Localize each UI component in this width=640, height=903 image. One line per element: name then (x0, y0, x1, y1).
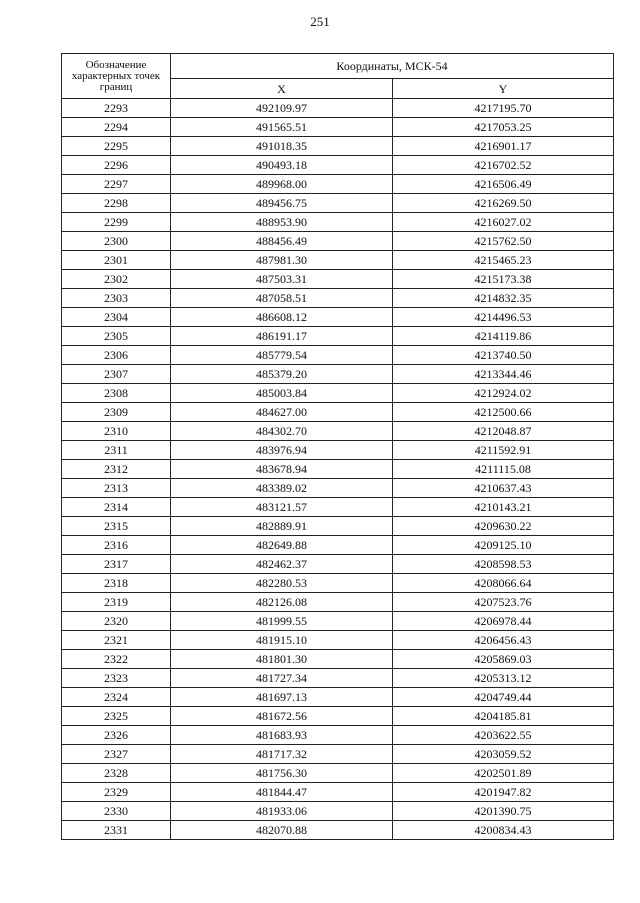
x-cell: 483678.94 (171, 460, 393, 479)
x-cell: 481756.30 (171, 764, 393, 783)
point-cell: 2321 (62, 631, 171, 650)
point-cell: 2324 (62, 688, 171, 707)
point-cell: 2326 (62, 726, 171, 745)
x-cell: 486191.17 (171, 327, 393, 346)
table-row (62, 612, 614, 631)
point-cell: 2308 (62, 384, 171, 403)
x-cell: 484302.70 (171, 422, 393, 441)
y-cell: 4203622.55 (393, 726, 614, 745)
table-row (62, 707, 614, 726)
y-cell: 4216027.02 (393, 213, 614, 232)
y-cell: 4213740.50 (393, 346, 614, 365)
table-row (62, 289, 614, 308)
y-cell: 4205869.03 (393, 650, 614, 669)
point-cell: 2303 (62, 289, 171, 308)
y-cell: 4217053.25 (393, 118, 614, 137)
x-cell: 482280.53 (171, 574, 393, 593)
point-cell: 2298 (62, 194, 171, 213)
point-cell: 2309 (62, 403, 171, 422)
x-cell: 481717.32 (171, 745, 393, 764)
point-cell: 2299 (62, 213, 171, 232)
point-cell: 2297 (62, 175, 171, 194)
y-cell: 4215465.23 (393, 251, 614, 270)
y-cell: 4205313.12 (393, 669, 614, 688)
table-row (62, 175, 614, 194)
point-cell: 2293 (62, 99, 171, 118)
x-cell: 485779.54 (171, 346, 393, 365)
y-cell: 4212048.87 (393, 422, 614, 441)
y-cell: 4214496.53 (393, 308, 614, 327)
y-cell: 4203059.52 (393, 745, 614, 764)
table-row (62, 422, 614, 441)
point-cell: 2305 (62, 327, 171, 346)
y-cell: 4208066.64 (393, 574, 614, 593)
x-cell: 487058.51 (171, 289, 393, 308)
y-cell: 4216901.17 (393, 137, 614, 156)
x-cell: 483121.57 (171, 498, 393, 517)
y-cell: 4200834.43 (393, 821, 614, 840)
point-cell: 2296 (62, 156, 171, 175)
y-cell: 4215173.38 (393, 270, 614, 289)
y-cell: 4204749.44 (393, 688, 614, 707)
table-row (62, 650, 614, 669)
table-row (62, 232, 614, 251)
y-cell: 4217195.70 (393, 99, 614, 118)
table-row (62, 251, 614, 270)
y-cell: 4215762.50 (393, 232, 614, 251)
point-cell: 2316 (62, 536, 171, 555)
point-cell: 2325 (62, 707, 171, 726)
table-row (62, 194, 614, 213)
x-cell: 481933.06 (171, 802, 393, 821)
x-cell: 481697.13 (171, 688, 393, 707)
table-row (62, 441, 614, 460)
table-body (62, 99, 614, 840)
x-cell: 481683.93 (171, 726, 393, 745)
point-cell: 2330 (62, 802, 171, 821)
page-number: 251 (310, 14, 330, 29)
table-row (62, 479, 614, 498)
table-row (62, 536, 614, 555)
point-cell: 2317 (62, 555, 171, 574)
x-cell: 483976.94 (171, 441, 393, 460)
y-cell: 4209125.10 (393, 536, 614, 555)
x-cell: 491018.35 (171, 137, 393, 156)
point-cell: 2328 (62, 764, 171, 783)
point-designation-header: Обозначение характерных точек границ (62, 54, 171, 99)
table-row (62, 137, 614, 156)
y-cell: 4214832.35 (393, 289, 614, 308)
table-row (62, 631, 614, 650)
point-cell: 2310 (62, 422, 171, 441)
y-cell: 4208598.53 (393, 555, 614, 574)
point-cell: 2311 (62, 441, 171, 460)
point-cell: 2302 (62, 270, 171, 289)
x-cell: 481999.55 (171, 612, 393, 631)
x-cell: 487981.30 (171, 251, 393, 270)
table-row (62, 688, 614, 707)
y-cell: 4204185.81 (393, 707, 614, 726)
point-cell: 2294 (62, 118, 171, 137)
table-row (62, 745, 614, 764)
y-cell: 4207523.76 (393, 593, 614, 612)
x-cell: 481672.56 (171, 707, 393, 726)
y-cell: 4216269.50 (393, 194, 614, 213)
x-cell: 490493.18 (171, 156, 393, 175)
x-cell: 489968.00 (171, 175, 393, 194)
point-cell: 2314 (62, 498, 171, 517)
table-row (62, 213, 614, 232)
x-cell: 485003.84 (171, 384, 393, 403)
x-cell: 483389.02 (171, 479, 393, 498)
y-column-header: Y (393, 79, 614, 99)
y-cell: 4213344.46 (393, 365, 614, 384)
table-row (62, 365, 614, 384)
point-cell: 2300 (62, 232, 171, 251)
table-row (62, 669, 614, 688)
x-column-header: X (171, 79, 393, 99)
x-cell: 482649.88 (171, 536, 393, 555)
table-row (62, 403, 614, 422)
x-cell: 482070.88 (171, 821, 393, 840)
table-row (62, 99, 614, 118)
table-row (62, 460, 614, 479)
coordinates-group-header: Координаты, МСК-54 (171, 54, 614, 79)
x-cell: 481844.47 (171, 783, 393, 802)
y-cell: 4206456.43 (393, 631, 614, 650)
point-cell: 2323 (62, 669, 171, 688)
x-cell: 482462.37 (171, 555, 393, 574)
point-cell: 2329 (62, 783, 171, 802)
x-cell: 482889.91 (171, 517, 393, 536)
y-cell: 4212500.66 (393, 403, 614, 422)
point-cell: 2327 (62, 745, 171, 764)
y-cell: 4216506.49 (393, 175, 614, 194)
y-cell: 4210637.43 (393, 479, 614, 498)
table-row (62, 384, 614, 403)
table-row (62, 802, 614, 821)
x-cell: 488456.49 (171, 232, 393, 251)
point-cell: 2304 (62, 308, 171, 327)
point-cell: 2313 (62, 479, 171, 498)
table-row (62, 517, 614, 536)
point-cell: 2320 (62, 612, 171, 631)
y-cell: 4210143.21 (393, 498, 614, 517)
coordinates-table (61, 53, 614, 840)
x-cell: 481915.10 (171, 631, 393, 650)
x-cell: 484627.00 (171, 403, 393, 422)
x-cell: 492109.97 (171, 99, 393, 118)
table-row (62, 593, 614, 612)
point-cell: 2301 (62, 251, 171, 270)
x-cell: 481801.30 (171, 650, 393, 669)
x-cell: 482126.08 (171, 593, 393, 612)
table-row (62, 726, 614, 745)
point-cell: 2318 (62, 574, 171, 593)
point-cell: 2307 (62, 365, 171, 384)
point-cell: 2322 (62, 650, 171, 669)
table-row (62, 327, 614, 346)
point-cell: 2331 (62, 821, 171, 840)
point-cell: 2312 (62, 460, 171, 479)
table-row (62, 783, 614, 802)
x-cell: 486608.12 (171, 308, 393, 327)
point-cell: 2306 (62, 346, 171, 365)
table-header (62, 54, 614, 99)
y-cell: 4201390.75 (393, 802, 614, 821)
x-cell: 481727.34 (171, 669, 393, 688)
y-cell: 4211115.08 (393, 460, 614, 479)
x-cell: 485379.20 (171, 365, 393, 384)
x-cell: 489456.75 (171, 194, 393, 213)
y-cell: 4216702.52 (393, 156, 614, 175)
y-cell: 4202501.89 (393, 764, 614, 783)
x-cell: 491565.51 (171, 118, 393, 137)
x-cell: 488953.90 (171, 213, 393, 232)
table-row (62, 270, 614, 289)
y-cell: 4206978.44 (393, 612, 614, 631)
y-cell: 4214119.86 (393, 327, 614, 346)
table-row (62, 118, 614, 137)
table-row (62, 308, 614, 327)
point-cell: 2319 (62, 593, 171, 612)
y-cell: 4201947.82 (393, 783, 614, 802)
table-row (62, 156, 614, 175)
point-cell: 2315 (62, 517, 171, 536)
table-row (62, 555, 614, 574)
y-cell: 4212924.02 (393, 384, 614, 403)
table-row (62, 821, 614, 840)
point-cell: 2295 (62, 137, 171, 156)
y-cell: 4211592.91 (393, 441, 614, 460)
table-row (62, 346, 614, 365)
table-row (62, 574, 614, 593)
table-row (62, 498, 614, 517)
table-row (62, 764, 614, 783)
y-cell: 4209630.22 (393, 517, 614, 536)
x-cell: 487503.31 (171, 270, 393, 289)
